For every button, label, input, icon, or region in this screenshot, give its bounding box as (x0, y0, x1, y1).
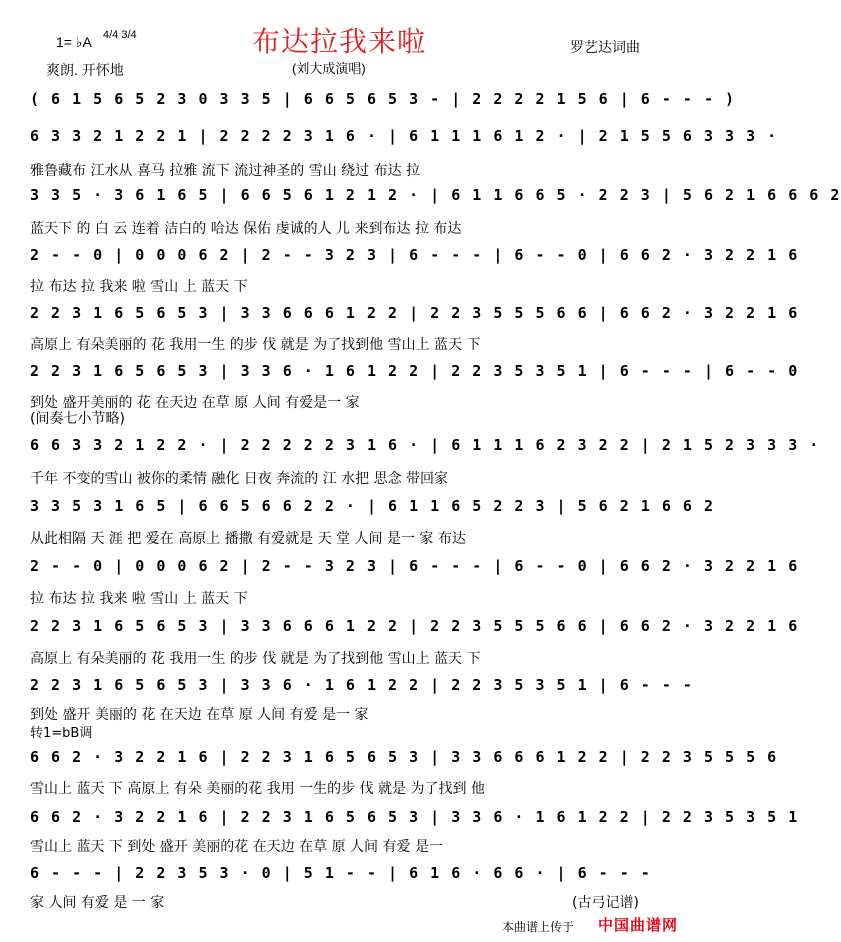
transcriber-note: (古弓记谱) (572, 895, 639, 911)
time-sig-2: 3/4 (121, 29, 137, 41)
notation-line-3: 3 3 5 · 3 6 1 6 5 | 6 6 5 6 1 2 1 2 · | 6 1 1 6 6 5 · 2 2 3 | 5 6 2 1 6 6 6 2 (30, 186, 841, 204)
tempo-mood: 爽朗. 开怀地 (46, 62, 124, 78)
notation-line-4: 2 - - 0 | 0 0 0 6 2 | 2 - - 3 2 3 | 6 - - - | 6 - - 0 | 6 6 2 · 3 2 2 1 6 (30, 246, 799, 264)
time-signature (103, 29, 137, 41)
key-change-marker: 转1=bB调 (30, 726, 93, 741)
notation-line-11: 2 2 3 1 6 5 6 5 3 | 3 3 6 · 1 6 1 2 2 | 2 2 3 5 3 5 1 | 6 - - - (30, 676, 694, 694)
song-title: 布达拉我来啦 (252, 26, 427, 57)
site-logo: 中国曲谱网 (598, 917, 679, 934)
upload-note: 本曲谱上传于 (502, 920, 575, 934)
notation-line-10: 2 2 3 1 6 5 6 5 3 | 3 3 6 6 6 1 2 2 | 2 2 3 5 5 5 6 6 | 6 6 2 · 3 2 2 1 6 (30, 617, 799, 635)
lyrics-line-2: 雅鲁藏布 江水从 喜马 拉雅 流下 流过神圣的 雪山 绕过 布达 拉 (30, 163, 421, 179)
lyrics-line-4: 拉 布达 拉 我来 啦 雪山 上 蓝天 下 (30, 279, 248, 295)
lyrics-line-5: 高原上 有朵美丽的 花 我用一生 的步 伐 就是 为了找到他 雪山上 蓝天 下 (30, 337, 481, 353)
notation-line-8: 3 3 5 3 1 6 5 | 6 6 5 6 6 2 2 · | 6 1 1 6 5 2 2 3 | 5 6 2 1 6 6 2 (30, 497, 715, 515)
lyrics-line-6: 到处 盛开美丽的 花 在天边 在草 原 人间 有爱是一 家 (30, 395, 360, 411)
notation-line-1: ( 6 1 5 6 5 2 3 0 3 3 5 | 6 6 5 6 5 3 - | 2 2 2 2 1 5 6 | 6 - - - ) (30, 90, 736, 108)
credit: 罗艺达词曲 (570, 39, 640, 55)
lyrics-line-10: 高原上 有朵美丽的 花 我用一生 的步 伐 就是 为了找到他 雪山上 蓝天 下 (30, 651, 481, 667)
lyrics-line-8: 从此相隔 天 涯 把 爱在 高原上 播撒 有爱就是 天 堂 人间 是一 家 布达 (30, 531, 466, 547)
notation-line-2: 6 3 3 2 1 2 2 1 | 2 2 2 2 3 1 6 · | 6 1 1 1 6 1 2 · | 2 1 5 5 6 3 3 3 · (30, 127, 778, 145)
notation-line-13: 6 6 2 · 3 2 2 1 6 | 2 2 3 1 6 5 6 5 3 | 3 3 6 · 1 6 1 2 2 | 2 2 3 5 3 5 1 (30, 808, 799, 826)
lyrics-line-14: 家 人间 有爱 是 一 家 (30, 895, 165, 911)
singer: (刘大成演唱) (292, 61, 366, 76)
notation-line-14: 6 - - - | 2 2 3 5 3 · 0 | 5 1 - - | 6 1 6 · 6 6 · | 6 - - - (30, 864, 652, 882)
notation-line-12: 6 6 2 · 3 2 2 1 6 | 2 2 3 1 6 5 6 5 3 | 3 3 6 6 6 1 2 2 | 2 2 3 5 5 5 6 (30, 748, 778, 766)
notation-line-7: 6 6 3 3 2 1 2 2 · | 2 2 2 2 2 3 1 6 · | 6 1 1 1 6 2 3 2 2 | 2 1 5 2 3 3 3 · (30, 436, 820, 454)
lyrics-line-13: 雪山上 蓝天 下 到处 盛开 美丽的花 在天边 在草 原 人间 有爱 是一 (30, 839, 443, 855)
key-signature: 1= ♭A (56, 34, 92, 50)
notation-line-5: 2 2 3 1 6 5 6 5 3 | 3 3 6 6 6 1 2 2 | 2 2 3 5 5 5 6 6 | 6 6 2 · 3 2 2 1 6 (30, 304, 799, 322)
interlude-note: (间奏七小节略) (30, 411, 125, 427)
lyrics-line-11: 到处 盛开 美丽的 花 在天边 在草 原 人间 有爱 是一 家 (30, 707, 369, 723)
lyrics-line-7: 千年 不变的雪山 被你的柔情 融化 日夜 奔流的 江 水把 思念 带回家 (30, 471, 449, 487)
lyrics-line-12: 雪山上 蓝天 下 高原上 有朵 美丽的花 我用 一生的步 伐 就是 为了找到 他 (30, 781, 485, 797)
notation-line-6: 2 2 3 1 6 5 6 5 3 | 3 3 6 · 1 6 1 2 2 | 2 2 3 5 3 5 1 | 6 - - - | 6 - - 0 (30, 362, 799, 380)
notation-line-9: 2 - - 0 | 0 0 0 6 2 | 2 - - 3 2 3 | 6 - - - | 6 - - 0 | 6 6 2 · 3 2 2 1 6 (30, 557, 799, 575)
lyrics-line-9: 拉 布达 拉 我来 啦 雪山 上 蓝天 下 (30, 591, 248, 607)
lyrics-line-3: 蓝天下 的 白 云 连着 洁白的 哈达 保佑 虔诚的人 儿 来到布达 拉 布达 (30, 221, 462, 237)
time-sig-1: 4/4 (103, 29, 119, 41)
